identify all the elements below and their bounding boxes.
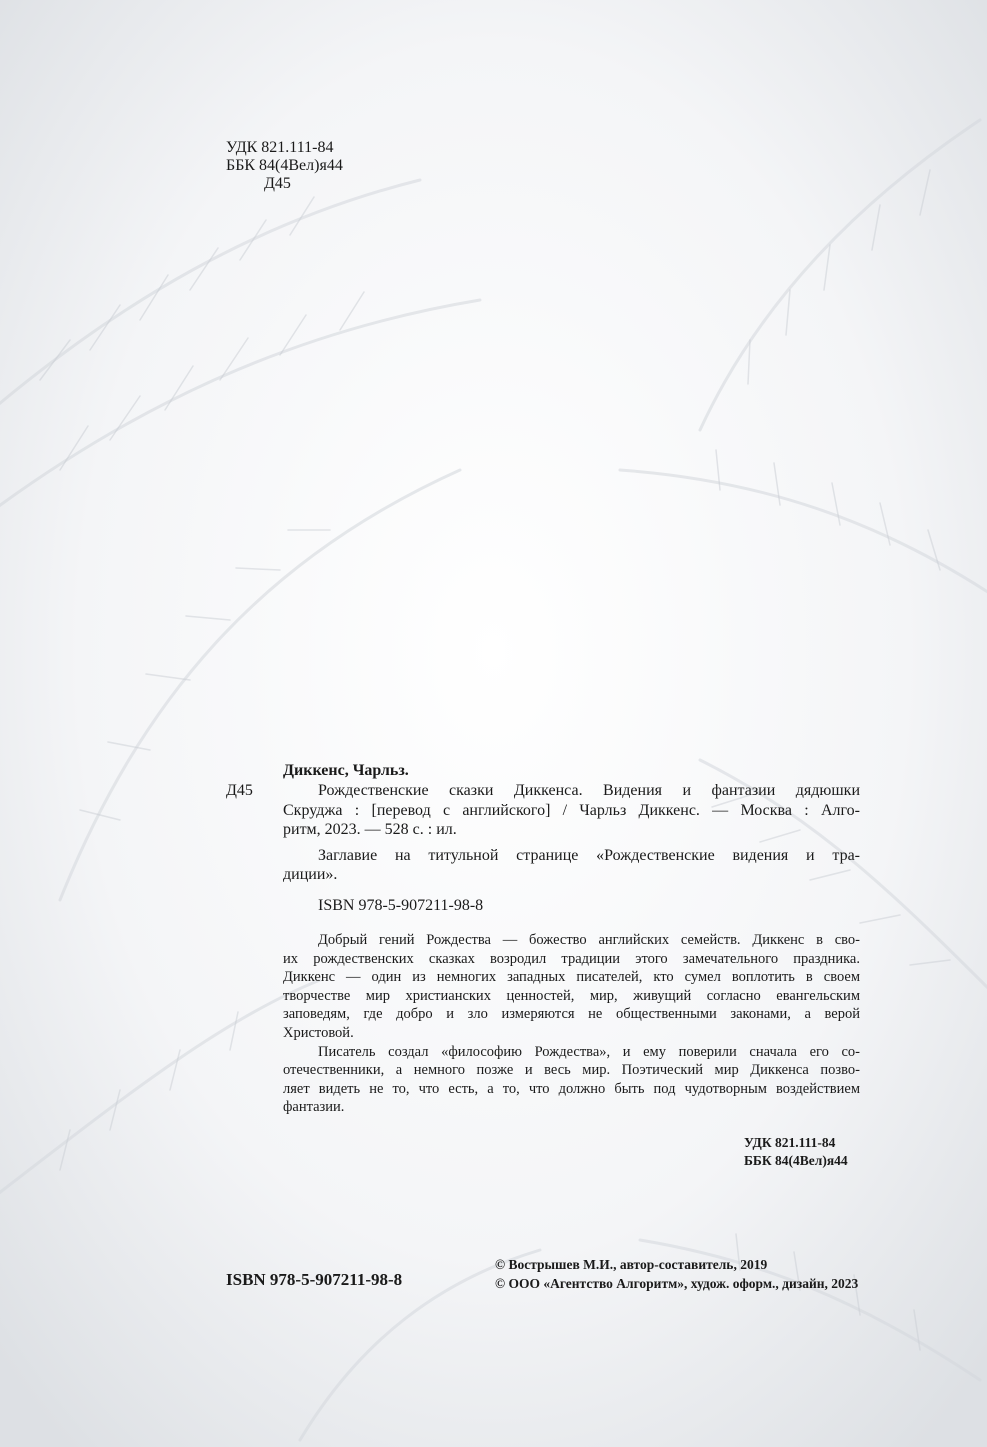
- annotation-line: ляет видеть не то, что есть, а то, что должно быть под чудотворным воздействием: [283, 1080, 860, 1097]
- footer-isbn: ISBN 978-5-907211-98-8: [226, 1270, 403, 1289]
- annotation-line: отечественники, а немного позже и весь мир. Поэтический мир Диккенса позво-: [283, 1062, 860, 1079]
- annotation-line: Христовой.: [283, 1024, 354, 1041]
- author-heading: Диккенс, Чарльз.: [283, 762, 409, 779]
- annotation-line: творчестве мир христианских ценностей, мир, живущий согласно евангельским: [283, 987, 860, 1004]
- title-note-line: Заглавие на титульной странице «Рождественские видения и тра-: [318, 846, 860, 864]
- copyright-compiler: © Вострышев М.И., автор-составитель, 2019: [495, 1257, 768, 1272]
- annotation-line: Добрый гений Рождества — божество английских семейств. Диккенс в сво-: [318, 932, 860, 948]
- description-line: ритм, 2023. — 528 с. : ил.: [283, 821, 457, 838]
- annotation-line: Диккенс — один из немногих западных писателей, кто сумел воплотить в своем: [283, 969, 860, 986]
- annotation-line: Писатель создал «философию Рождества», и ему поверили сначала его со-: [318, 1043, 860, 1060]
- title-note-line: диции».: [283, 866, 338, 883]
- udk-code: УДК 821.111-84: [744, 1135, 836, 1150]
- copyright-publisher: © ООО «Агентство Алгоритм», худож. оформ., дизайн, 2023: [495, 1275, 859, 1291]
- bibliographic-description: [283, 781, 860, 885]
- entry-isbn: ISBN 978-5-907211-98-8: [318, 897, 484, 914]
- annotation-line: фантазии.: [283, 1099, 345, 1116]
- bbk-code: ББК 84(4Вел)я44: [744, 1153, 848, 1168]
- copyright-notices: [495, 1256, 858, 1293]
- annotation-line: их рождественских сказках возродил традиции этого замечательного праздника.: [283, 950, 860, 967]
- udk-code: УДК 821.111-84: [226, 139, 334, 156]
- annotation: [283, 931, 860, 1117]
- description-line: Рождественские сказки Диккенса. Видения и фантазии дядюшки: [318, 782, 860, 799]
- classification-codes-bottom: [744, 1134, 848, 1170]
- entry-author-mark: Д45: [226, 782, 253, 799]
- annotation-line: заповедям, где добро и зло измеряются не общественными законами, а верой: [283, 1006, 860, 1023]
- bbk-code: ББК 84(4Вел)я44: [226, 157, 343, 174]
- author-mark: Д45: [264, 175, 291, 192]
- description-line: Скруджа : [перевод с английского] / Чарльз Диккенс. — Москва : Алго-: [283, 801, 860, 819]
- classification-codes-top: [226, 139, 343, 193]
